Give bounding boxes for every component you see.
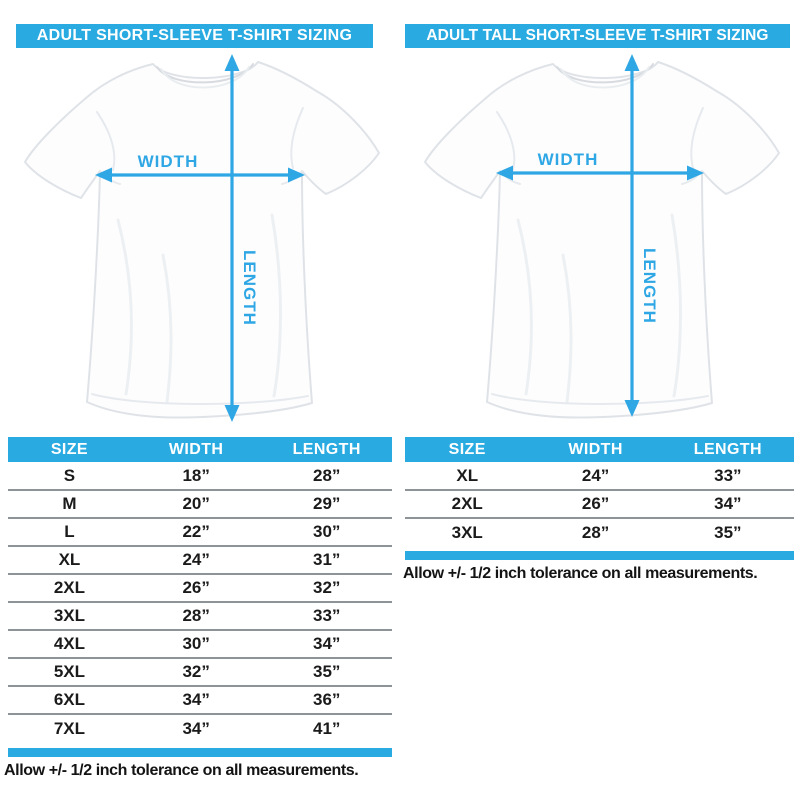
panel-title: ADULT SHORT-SLEEVE T-SHIRT SIZING [36, 27, 353, 44]
length-cell: 32” [261, 574, 392, 602]
width-cell: 32” [131, 658, 262, 686]
width-cell: 30” [131, 630, 262, 658]
length-cell: 29” [261, 490, 392, 518]
length-cell: 33” [261, 602, 392, 630]
length-cell: 31” [261, 546, 392, 574]
size-table-row [405, 462, 794, 490]
size-table-row [8, 602, 392, 630]
width-cell: 26” [529, 490, 661, 518]
arrow-up-icon [225, 54, 240, 71]
width-cell: 24” [131, 546, 262, 574]
size-cell: M [8, 490, 131, 518]
size-table-row [405, 490, 794, 518]
width-cell: 28” [529, 518, 661, 546]
length-cell: 36” [261, 686, 392, 714]
width-label: WIDTH [137, 152, 199, 171]
arrow-up-icon [625, 54, 640, 71]
size-cell: S [63, 465, 76, 485]
length-column-header: LENGTH [662, 437, 794, 462]
panel-adult-tall [400, 0, 800, 800]
size-cell: 5XL [8, 658, 131, 686]
size-table-header-row [8, 437, 392, 462]
width-cell: 18” [182, 465, 210, 485]
length-cell: 35” [662, 518, 794, 546]
size-cell: 2XL [8, 574, 131, 602]
tolerance-note: Allow +/- 1/2 inch tolerance on all measurements. [4, 762, 359, 779]
width-cell: 24” [581, 465, 610, 485]
length-cell: 35” [261, 658, 392, 686]
size-table-row [8, 574, 392, 602]
panel-title: ADULT TALL SHORT-SLEEVE T-SHIRT SIZING [426, 27, 769, 44]
tshirt-measurement-diagram [400, 50, 800, 435]
size-table-row [8, 462, 392, 490]
size-table-header-row [405, 437, 794, 462]
length-column-header: LENGTH [261, 437, 392, 462]
size-table-row [8, 714, 392, 742]
tshirt-measurement-diagram [0, 50, 400, 435]
width-cell: 28” [131, 602, 262, 630]
size-table-row [8, 490, 392, 518]
width-cell: 22” [131, 518, 262, 546]
size-table-row [8, 630, 392, 658]
length-cell: 34” [662, 490, 794, 518]
panel-title-bar [405, 24, 790, 48]
width-cell: 26” [131, 574, 262, 602]
table-bottom-accent-bar [8, 748, 392, 757]
size-cell: XL [456, 465, 479, 485]
tshirt-image [425, 62, 779, 418]
size-cell: L [8, 518, 131, 546]
table-bottom-accent-bar [405, 551, 794, 560]
size-table-row [405, 518, 794, 546]
width-cell: 34” [131, 714, 262, 742]
length-cell: 34” [261, 630, 392, 658]
size-column-header: SIZE [405, 437, 529, 462]
size-cell: XL [8, 546, 131, 574]
size-cell: 7XL [8, 714, 131, 742]
size-cell: 6XL [8, 686, 131, 714]
panel-title-bar [16, 24, 373, 48]
width-cell: 20” [131, 490, 262, 518]
size-table-row [8, 686, 392, 714]
size-table-regular [8, 437, 392, 742]
length-cell: 30” [261, 518, 392, 546]
length-cell: 28” [313, 465, 341, 485]
tolerance-note: Allow +/- 1/2 inch tolerance on all measurements. [403, 565, 758, 582]
size-column-header: SIZE [8, 437, 131, 462]
size-cell: 3XL [8, 602, 131, 630]
size-table-body [405, 462, 794, 546]
size-table-row [8, 658, 392, 686]
length-cell: 41” [261, 714, 392, 742]
size-cell: 3XL [405, 518, 529, 546]
tshirt-image [25, 62, 379, 418]
width-label: WIDTH [537, 150, 599, 169]
length-label: LENGTH [240, 250, 259, 326]
size-table-row [8, 518, 392, 546]
size-cell: 2XL [405, 490, 529, 518]
size-table-row [8, 546, 392, 574]
size-table-tall [405, 437, 794, 546]
width-cell: 34” [131, 686, 262, 714]
length-cell: 33” [714, 465, 742, 485]
width-column-header: WIDTH [529, 437, 661, 462]
size-cell: 4XL [8, 630, 131, 658]
length-label: LENGTH [640, 248, 659, 324]
size-table-body [8, 462, 392, 742]
width-column-header: WIDTH [131, 437, 262, 462]
